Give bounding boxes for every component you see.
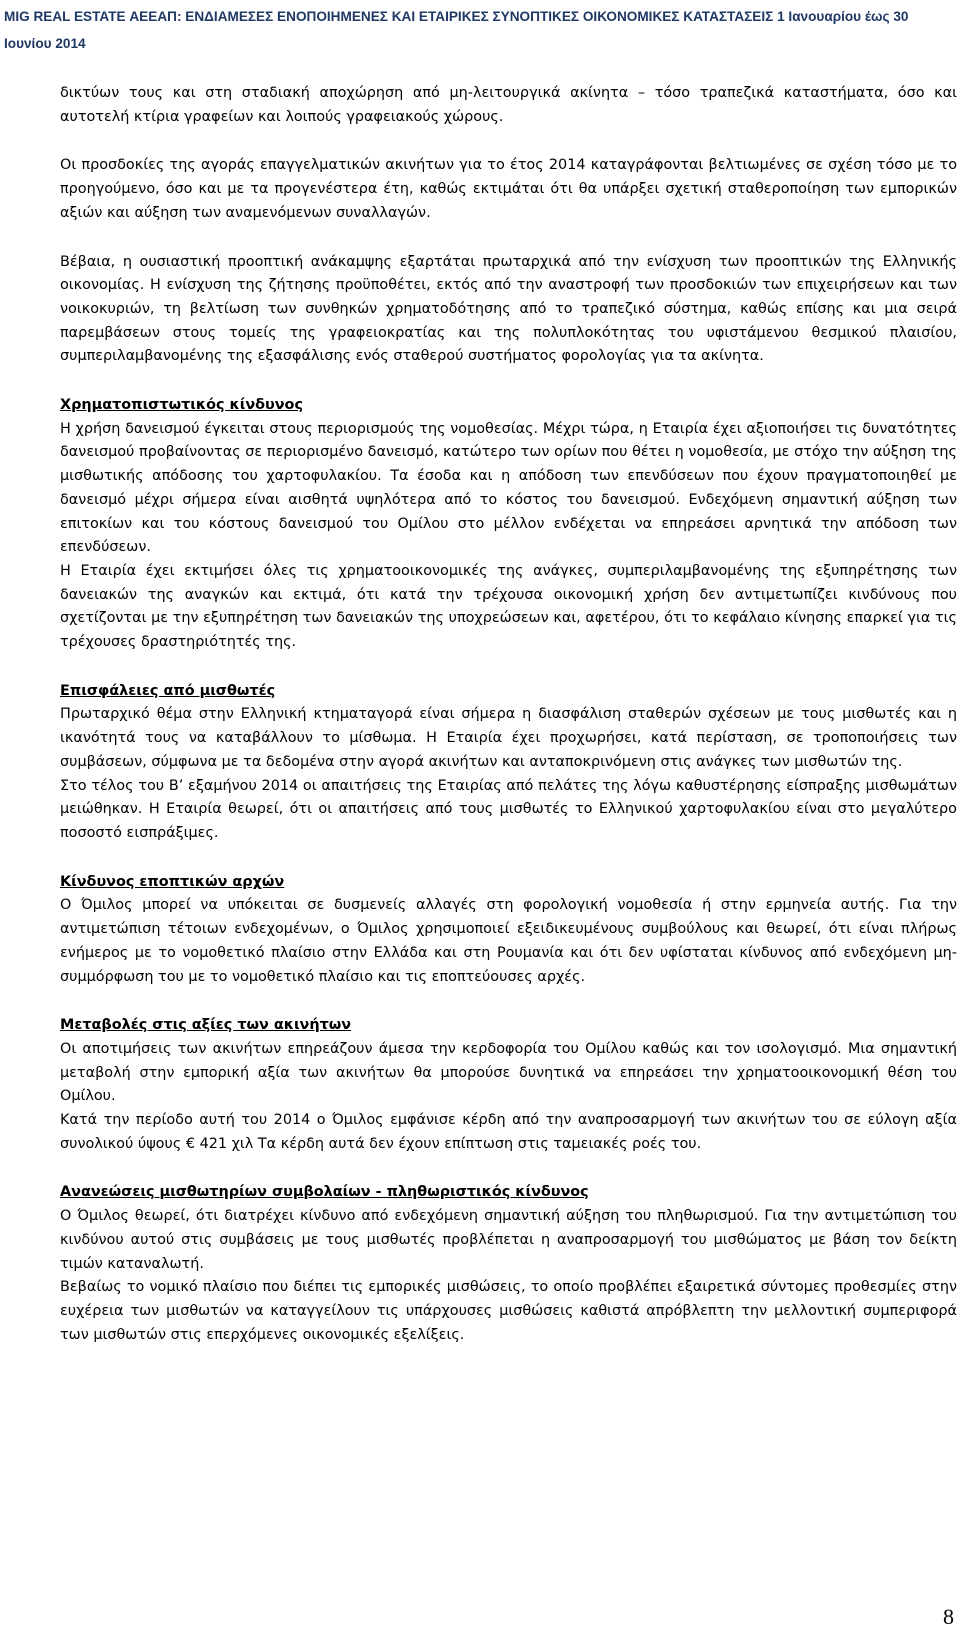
intro-paragraph-2: Οι προσδοκίες της αγοράς επαγγελματικών ακινήτων για το έτος 2014 καταγράφονται βελτιωμένες σε σχέση τόσο με το προηγούμενο, όσο και με τα προγενέστερα έτη, καθώς εκτιμάται ότι θα υπάρξει σχετική σταθεροποίηση των εμπορικών αξιών και αύξηση των αναμενόμενων συναλλαγών.	[60, 157, 957, 221]
section-paragraph: Ο Όμιλος θεωρεί, ότι διατρέχει κίνδυνο από ενδεχόμενη σημαντική αύξηση του πληθωρισμού. Για την αντιμετώπιση του κινδύνου αυτού στις συμβάσεις με τους μισθωτές προβλέπεται η αναπροσαρμογή του μισθώματος με βάση τον δείκτη τιμών καταναλωτή.	[60, 1208, 957, 1272]
section-paragraph: Οι αποτιμήσεις των ακινήτων επηρεάζουν άμεσα την κερδοφορία του Ομίλου καθώς και τον ισολογισμό. Μια σημαντική μεταβολή στην εμπορική αξία των ακινήτων θα μπορούσε δυνητικά να επηρεάσει την χρηματοοικονομική θέση του Ομίλου.	[60, 1040, 957, 1105]
document-header	[0, 0, 960, 57]
page-number: 8	[943, 1604, 954, 1629]
intro-paragraph-3: Βέβαια, η ουσιαστική προοπτική ανάκαμψης εξαρτάται πρωταρχικά από την ενίσχυση των προοπτικών της Ελληνικής οικονομίας. Η ενίσχυση της ζήτησης προϋποθέτει, εκτός από την αναστροφή των προσδοκιών των επιχειρήσεων και των νοικοκυριών, τη βελτίωση των συνθηκών χρηματοδότησης από το τραπεζικό σύστημα, καθώς επίσης και μια σειρά παρεμβάσεων στους τομείς της γραφειοκρατίας και της πολυπλοκότητας του υφιστάμενου θεσμικού πλαισίου, συμπεριλαμβανομένης της εξασφάλισης ενός σταθερού συστήματος φορολογίας για τα ακίνητα.	[60, 253, 957, 365]
section-heading: Κίνδυνος εποπτικών αρχών	[60, 873, 285, 890]
section-paragraph: Ο Όμιλος μπορεί να υπόκειται σε δυσμενείς αλλαγές στη φορολογική νομοθεσία ή στην ερμηνεία αυτής. Για την αντιμετώπιση τέτοιων ενδεχομένων, ο Όμιλος χρησιμοποιεί εξειδικευμένους συμβούλους και θεωρεί, ότι είναι πλήρως ενήμερος με το νομοθετικό πλαίσιο στην Ελλάδα και στη Ρουμανία και ότι δεν υφίσταται κίνδυνος από ενδεχόμενη μη-συμμόρφωση του με το νομοθετικό πλαίσιο και τις εποπτεύουσες αρχές.	[60, 897, 957, 985]
section-regulatory-risk	[60, 871, 957, 990]
section-tenant-security	[60, 680, 957, 846]
section-paragraph: Κατά την περίοδο αυτή του 2014 ο Όμιλος εμφάνισε κέρδη από την αναπροσαρμογή των ακινήτων του σε εύλογη αξία συνολικού ύψους € 421 χιλ Τα κέρδη αυτά δεν έχουν επίπτωση στις ταμειακές ροές του.	[60, 1112, 957, 1152]
header-title: MIG REAL ESTATE ΑΕΕΑΠ: ΕΝΔΙΑΜΕΣΕΣ ΕΝΟΠΟΙΗΜΕΝΕΣ ΚΑΙ ΕΤΑΙΡΙΚΕΣ ΣΥΝΟΠΤΙΚΕΣ ΟΙΚΟΝΟΜΙΚΕΣ ΚΑΤΑΣΤΑΣΕΙΣ 1 Ιανουαρίου έως 30 Ιουνίου 2014	[4, 9, 909, 51]
page-body	[60, 82, 957, 1347]
section-value-changes	[60, 1014, 957, 1156]
section-heading: Ανανεώσεις μισθωτηρίων συμβολαίων - πληθωριστικός κίνδυνος	[60, 1184, 589, 1201]
section-lease-renewal	[60, 1181, 957, 1347]
section-heading: Επισφάλειες από μισθωτές	[60, 682, 276, 699]
section-heading: Μεταβολές στις αξίες των ακινήτων	[60, 1017, 352, 1034]
intro-paragraph-1: δικτύων τους και στη σταδιακή αποχώρηση από μη-λειτουργικά ακίνητα – τόσο τραπεζικά καταστήματα, όσο και αυτοτελή κτίρια γραφείων και λοιπούς γραφειακούς χώρους.	[60, 85, 957, 125]
section-financial-risk	[60, 394, 957, 655]
section-paragraph: Η χρήση δανεισμού έγκειται στους περιορισμούς της νομοθεσίας. Μέχρι τώρα, η Εταιρία έχει αξιοποιήσει τις δυνατότητες δανεισμού προβαίνοντας σε περιορισμένο δανεισμό, κατώτερο των ορίων που θέτει η νομοθεσία, με στόχο την αύξηση της μισθωτικής απόδοσης του χαρτοφυλακίου. Τα έσοδα και η απόδοση των επενδύσεων που έχουν πραγματοποιηθεί με δανεισμό μέχρι σήμερα είναι αισθητά υψηλότερα από το κόστος του δανεισμού. Ενδεχόμενη σημαντική αύξηση των επιτοκίων και του κόστους δανεισμού του Ομίλου στο μέλλον ενδέχεται να επηρεάσει αρνητικά την απόδοση των επενδύσεων.	[60, 420, 957, 556]
section-paragraph: Πρωταρχικό θέμα στην Ελληνική κτηματαγορά είναι σήμερα η διασφάλιση σταθερών σχέσεων με τους μισθωτές και η ικανότητά τους να καταβάλλουν το μίσθωμα. Η Εταιρία έχει προχωρήσει, κατά περίσταση, σε τροποποιήσεις των συμβάσεων, σύμφωνα με τα δεδομένα στην αγορά ακινήτων και ανταποκρινόμενη στις ανάγκες των μισθωτών της.	[60, 706, 957, 770]
section-paragraph: Στο τέλος του Β’ εξαμήνου 2014 οι απαιτήσεις της Εταιρίας από πελάτες της λόγω καθυστέρησης είσπραξης μισθωμάτων μειώθηκαν. Η Εταιρία θεωρεί, ότι οι απαιτήσεις από τους μισθωτές το Ελληνικού χαρτοφυλακίου είναι στο μεγαλύτερο ποσοστό εισπράξιμες.	[60, 777, 957, 841]
section-paragraph: Βεβαίως το νομικό πλαίσιο που διέπει τις εμπορικές μισθώσεις, το οποίο προβλέπει εξαιρετικά σύντομες προθεσμίες στην ευχέρεια των μισθωτών να καταγγείλουν τις υπάρχουσες μισθώσεις καθιστά απρόβλεπτη την μελλοντική συμπεριφορά των μισθωτών στις επερχόμενες οικονομικές εξελίξεις.	[60, 1279, 957, 1343]
section-heading: Χρηματοπιστωτικός κίνδυνος	[60, 397, 303, 414]
section-paragraph: Η Εταιρία έχει εκτιμήσει όλες τις χρηματοοικονομικές της ανάγκες, συμπεριλαμβανομένης της εξυπηρέτησης των δανειακών της αναγκών και εκτιμά, ότι κατά την τρέχουσα οικονομική χρήση δεν αντιμετωπίζει κινδύνους που σχετίζονται με την εξυπηρέτηση των δανειακών της υποχρεώσεων και, αφετέρου, ότι το κεφάλαιο κίνησης επαρκεί για τις τρέχουσες δραστηριότητές της.	[60, 562, 957, 651]
